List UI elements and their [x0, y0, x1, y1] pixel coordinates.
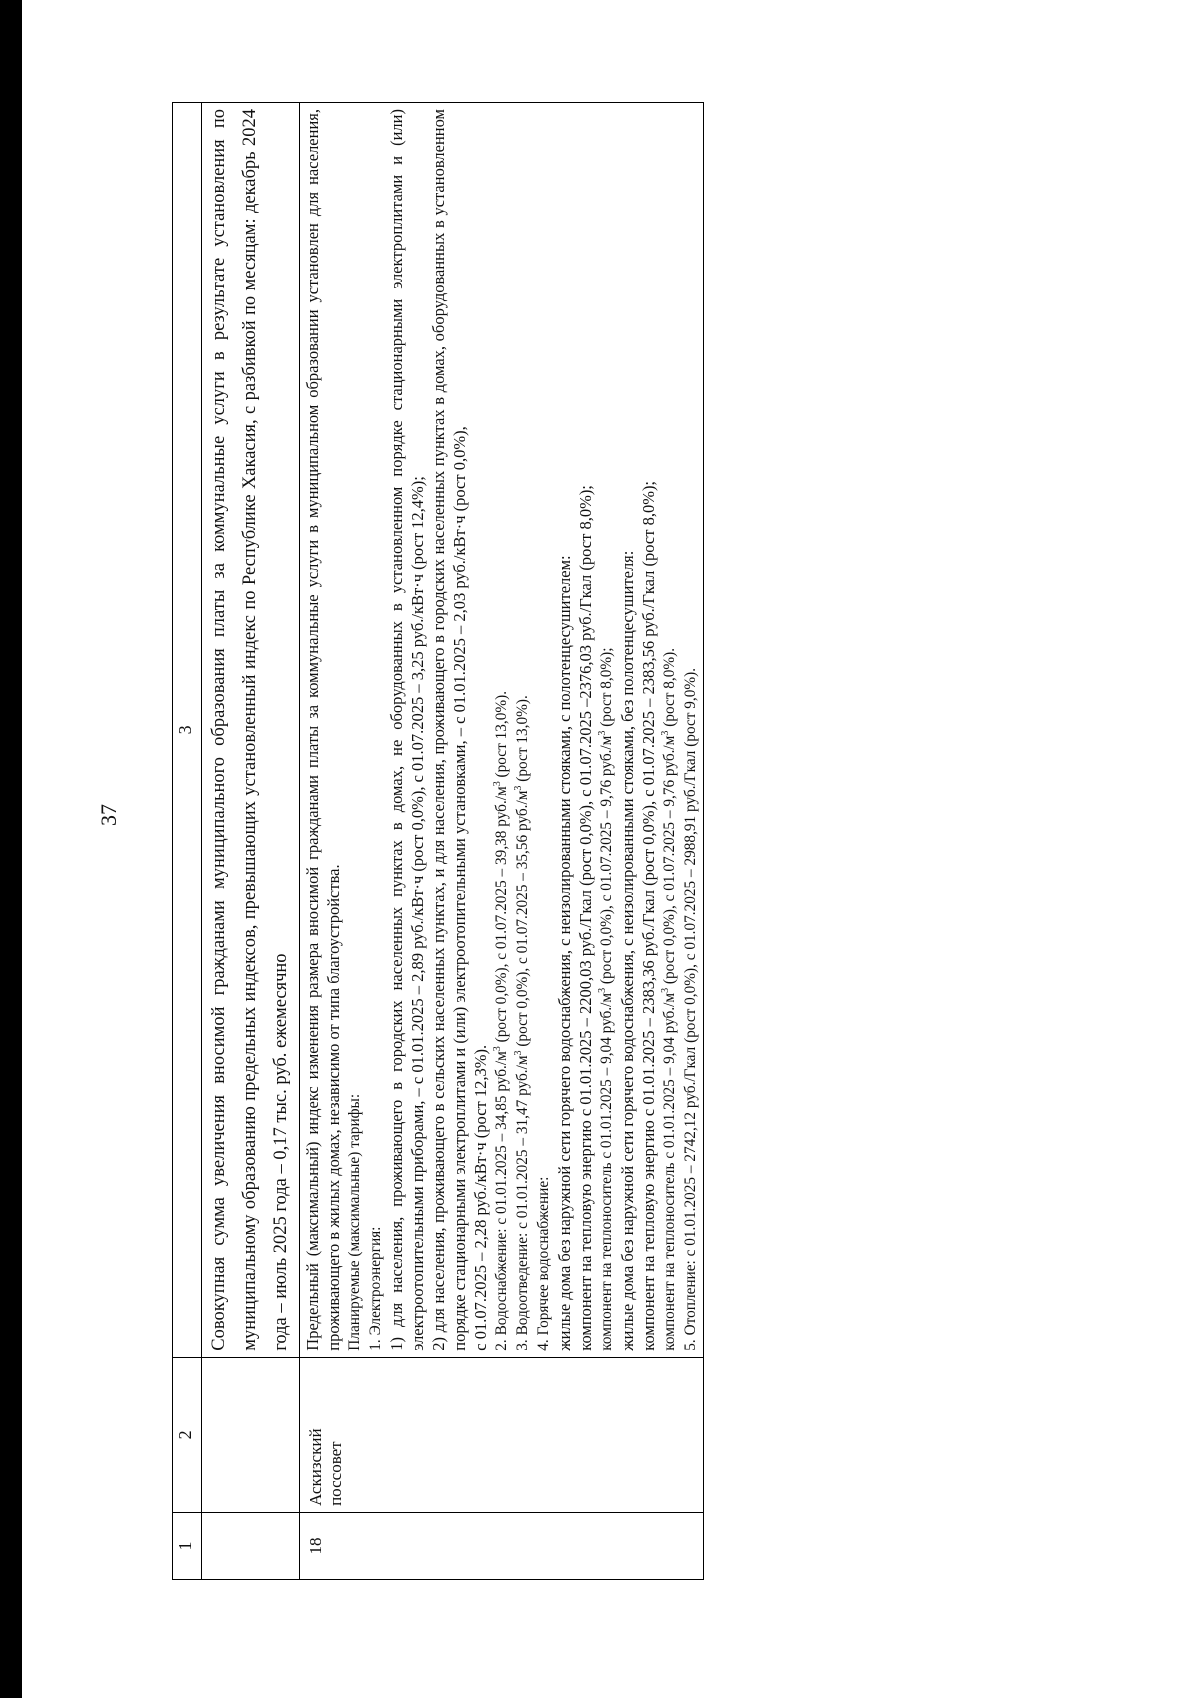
- page-number: 37: [96, 804, 121, 826]
- water-supply-line: [491, 109, 512, 1351]
- header-col-3: 3: [173, 103, 202, 1358]
- cell-empty-num: [202, 1512, 300, 1579]
- planned-tariffs-title: Планируемые (максимальные) тарифы:: [346, 1093, 363, 1351]
- sewer-part-3: (рост 13,0%).: [514, 695, 531, 786]
- index-intro: Предельный (максимальный) индекс изменения размера вносимой гражданами платы за коммунальные услуги в муниципальном образовании установлен для населения, проживающего в жилых домах, независимо от типа благоустройства.: [303, 109, 343, 1351]
- carrier-1-part-3: (рост 8,0%);: [598, 647, 615, 731]
- cell-previous-summary: [202, 103, 300, 1358]
- table-header-row: [173, 103, 202, 1580]
- carrier-2-part-2: (рост 0,0%), с 01.07.2025 – 9,76 руб./м: [661, 735, 678, 988]
- table-row-previous-continuation: [202, 103, 300, 1580]
- water-part-2: (рост 0,0%), с 01.07.2025 – 39,38 руб./м: [493, 786, 510, 1047]
- cube-sup: 3: [491, 781, 503, 787]
- hot-water-case-1: жилые дома без наружной сети горячего водоснабжения, с неизолированными стояками, с полотенцесушителем:: [555, 555, 574, 1351]
- water-part-1: 2. Водоснабжение: с 01.01.2025 – 34,85 руб./м: [493, 1051, 510, 1351]
- previous-summary-text: Совокупная сумма увеличения вносимой гражданами муниципального образования платы за коммунальные услуги в результате установления по муниципальному образованию предельных индексов, превышающих установленный индекс по Республике Хакасия, с разбивкой по месяцам: декабрь 2024 года – июль 2025 года – 0,17 тыс. руб. ежемесячно: [209, 109, 291, 1351]
- scan-edge: [0, 0, 22, 1698]
- carrier-1-part-1: компонент на теплоноситель с 01.01.2025 – 9,04 руб./м: [598, 992, 615, 1351]
- sewer-part-2: (рост 0,0%), с 01.07.2025 – 35,56 руб./м: [514, 790, 531, 1051]
- water-part-3: (рост 13,0%).: [493, 690, 510, 782]
- rotated-page-content: [172, 102, 1200, 1580]
- header-col-1: 1: [173, 1512, 202, 1579]
- electricity-item-2: 2) для населения, проживающего в сельских населенных пунктах, и для населения, проживающего в городских населенных пунктах в домах, оборудованных в установленном порядке стационарными электроплитами и (или) электроотопительными установками, – с 01.01.2025 – 2,03 руб./кВт·ч (рост 0,0%),: [429, 109, 469, 1351]
- sewer-part-1: 3. Водоотведение: с 01.01.2025 – 31,47 руб./м: [514, 1055, 531, 1351]
- cube-sup: 3: [659, 730, 671, 736]
- cube-sup: 3: [512, 1050, 524, 1056]
- carrier-2-part-3: (рост 8,0%).: [661, 647, 678, 731]
- carrier-2-part-1: компонент на теплоноситель с 01.01.2025 – 9,04 руб./м: [661, 992, 678, 1351]
- table-row-18: [300, 103, 704, 1580]
- carrier-1-part-2: (рост 0,0%), с 01.07.2025 – 9,76 руб./м: [598, 735, 615, 988]
- municipality-name: Аскизский поссовет: [300, 1357, 704, 1512]
- cube-sup: 3: [512, 785, 524, 791]
- sewerage-line: [512, 109, 533, 1351]
- cube-sup: 3: [596, 987, 608, 993]
- hot-water-case-2: жилые дома без наружной сети горячего водоснабжения, с неизолированными стояками, без полотенцесушителя:: [618, 550, 637, 1351]
- electricity-item-1: 1) для населения, проживающего в городских населенных пунктах в домах, не оборудованных в установленном порядке стационарными электроплитами и (или) электроотопительными приборами, – с 01.01.2025 – 2,89 руб./кВт·ч (рост 0,0%), с 01.07.2025 – 3,25 руб./кВт·ч (рост 12,4%);: [387, 109, 427, 1351]
- cell-empty-name: [202, 1357, 300, 1512]
- hot-water-case-2-heat: компонент на тепловую энергию с 01.01.2025 – 2383,36 руб./Гкал (рост 0,0%), с 01.07.2025 – 2383,56 руб./Гкал (рост 8,0%);: [639, 480, 658, 1351]
- hot-water-case-1-heat: компонент на тепловую энергию с 01.01.2025 – 2200,03 руб./Гкал (рост 0,0%), с 01.07.2025 –2376,03 руб./Гкал (рост 8,0%);: [576, 485, 595, 1351]
- row-number: 18: [300, 1512, 704, 1579]
- hot-water-case-1-carrier: [596, 109, 617, 1351]
- row-18-description: [300, 103, 704, 1358]
- hot-water-case-2-carrier: [659, 109, 680, 1351]
- electricity-title: 1. Электроэнергия:: [367, 1226, 384, 1351]
- electricity-item-2-end: с 01.07.2025 – 2,28 руб./кВт·ч (рост 12,3%).: [471, 1044, 490, 1351]
- hot-water-title: 4. Горячее водоснабжение:: [535, 1176, 552, 1351]
- tariff-table: [172, 102, 704, 1580]
- cube-sup: 3: [659, 987, 671, 993]
- cube-sup: 3: [596, 730, 608, 736]
- heating-line: 5. Отопление: с 01.01.2025 – 2742,12 руб./Гкал (рост 0,0%), с 01.07.2025 – 2988,91 руб./Гкал (рост 9,0%).: [682, 667, 699, 1351]
- cube-sup: 3: [491, 1046, 503, 1052]
- header-col-2: 2: [173, 1357, 202, 1512]
